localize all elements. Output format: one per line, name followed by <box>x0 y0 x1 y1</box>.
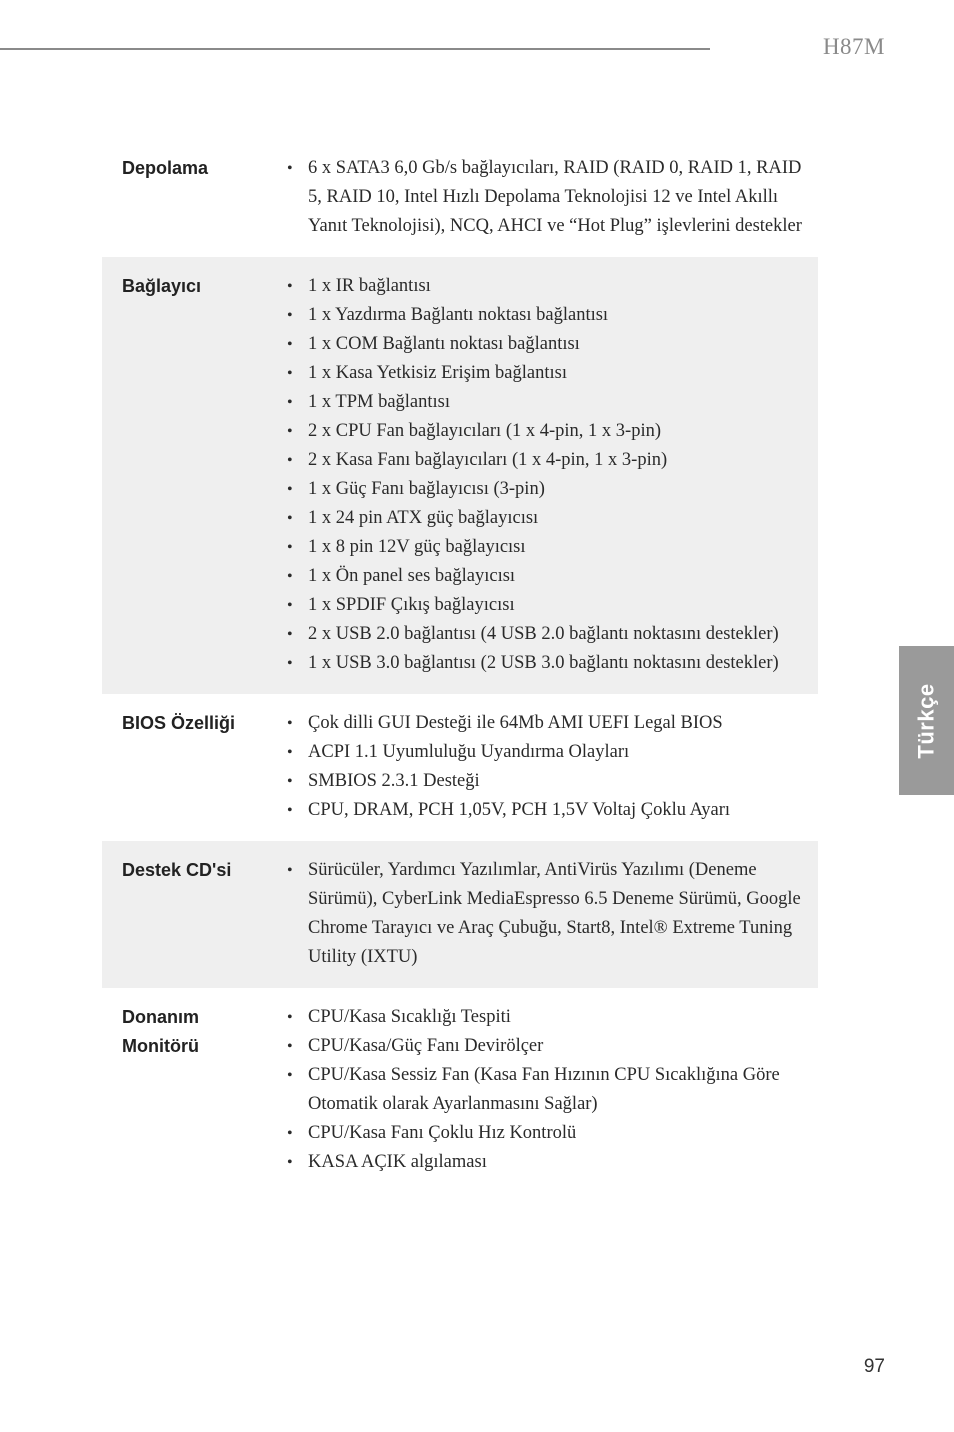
list-item: • ACPI 1.1 Uyumluluğu Uyandırma Olayları <box>287 738 804 767</box>
list-item: • 1 x USB 3.0 bağlantısı (2 USB 3.0 bağlantı noktasını destekler) <box>287 649 804 678</box>
spec-list <box>287 1003 818 1177</box>
spec-label-line: Monitörü <box>122 1036 199 1056</box>
list-item: • CPU/Kasa Sessiz Fan (Kasa Fan Hızının CPU Sıcaklığına Göre Otomatik olarak Ayarlanmasını Sağlar) <box>287 1061 804 1119</box>
list-item: • 2 x USB 2.0 bağlantısı (4 USB 2.0 bağlantı noktasını destekler) <box>287 620 804 649</box>
list-item: • 2 x Kasa Fanı bağlayıcıları (1 x 4-pin, 1 x 3-pin) <box>287 446 804 475</box>
list-item: • 2 x CPU Fan bağlayıcıları (1 x 4-pin, 1 x 3-pin) <box>287 417 804 446</box>
spec-row-connectors <box>102 257 818 694</box>
language-tab-label: Türkçe <box>913 682 939 759</box>
spec-label <box>102 709 287 825</box>
list-item: • Sürücüler, Yardımcı Yazılımlar, AntiVirüs Yazılımı (Deneme Sürümü), CyberLink MediaEspresso 6.5 Deneme Sürümü, Google Chrome Tarayıcı ve Araç Çubuğu, Start8, Intel® Extreme Tuning Utility (IXTU) <box>287 856 804 972</box>
spec-list <box>287 709 818 825</box>
spec-list <box>287 154 818 241</box>
spec-label-line: Depolama <box>122 158 209 178</box>
page-number: 97 <box>863 1356 885 1377</box>
spec-label-line: Donanım <box>122 1007 200 1027</box>
spec-label <box>102 856 287 972</box>
list-item: • 1 x TPM bağlantısı <box>287 388 804 417</box>
list-item: • 1 x 24 pin ATX güç bağlayıcısı <box>287 504 804 533</box>
list-item: • 1 x Kasa Yetkisiz Erişim bağlantısı <box>287 359 804 388</box>
list-item: • 1 x COM Bağlantı noktası bağlantısı <box>287 330 804 359</box>
language-tab <box>899 646 954 795</box>
spec-label-line: BIOS Özelliği <box>122 713 236 733</box>
list-item: • 6 x SATA3 6,0 Gb/s bağlayıcıları, RAID (RAID 0, RAID 1, RAID 5, RAID 10, Intel Hızlı Depolama Teknolojisi 12 ve Intel Akıllı Yanıt Teknolojisi), NCQ, AHCI ve “Hot Plug” işlevlerini destekler <box>287 154 804 241</box>
list-item: • 1 x Güç Fanı bağlayıcısı (3-pin) <box>287 475 804 504</box>
list-item: • 1 x IR bağlantısı <box>287 272 804 301</box>
list-item: • 1 x 8 pin 12V güç bağlayıcısı <box>287 533 804 562</box>
list-item: • CPU/Kasa Sıcaklığı Tespiti <box>287 1003 804 1032</box>
header-rule <box>0 48 710 50</box>
spec-label <box>102 154 287 241</box>
spec-table <box>102 139 818 1193</box>
spec-label-line: Bağlayıcı <box>122 276 202 296</box>
list-item: • CPU/Kasa/Güç Fanı Devirölçer <box>287 1032 804 1061</box>
spec-row-hardware-monitor <box>102 988 818 1193</box>
list-item: • SMBIOS 2.3.1 Desteği <box>287 767 804 796</box>
list-item: • Çok dilli GUI Desteği ile 64Mb AMI UEFI Legal BIOS <box>287 709 804 738</box>
spec-row-bios <box>102 694 818 841</box>
model-name: H87M <box>822 34 885 59</box>
spec-list <box>287 272 818 678</box>
list-item: • CPU, DRAM, PCH 1,05V, PCH 1,5V Voltaj Çoklu Ayarı <box>287 796 804 825</box>
spec-label <box>102 272 287 678</box>
list-item: • 1 x Yazdırma Bağlantı noktası bağlantısı <box>287 301 804 330</box>
spec-label-line: Destek CD'si <box>122 860 232 880</box>
spec-list <box>287 856 818 972</box>
spec-row-support-cd <box>102 841 818 988</box>
list-item: • 1 x SPDIF Çıkış bağlayıcısı <box>287 591 804 620</box>
spec-row-storage <box>102 139 818 257</box>
list-item: • 1 x Ön panel ses bağlayıcısı <box>287 562 804 591</box>
list-item: • KASA AÇIK algılaması <box>287 1148 804 1177</box>
list-item: • CPU/Kasa Fanı Çoklu Hız Kontrolü <box>287 1119 804 1148</box>
spec-label <box>102 1003 287 1177</box>
